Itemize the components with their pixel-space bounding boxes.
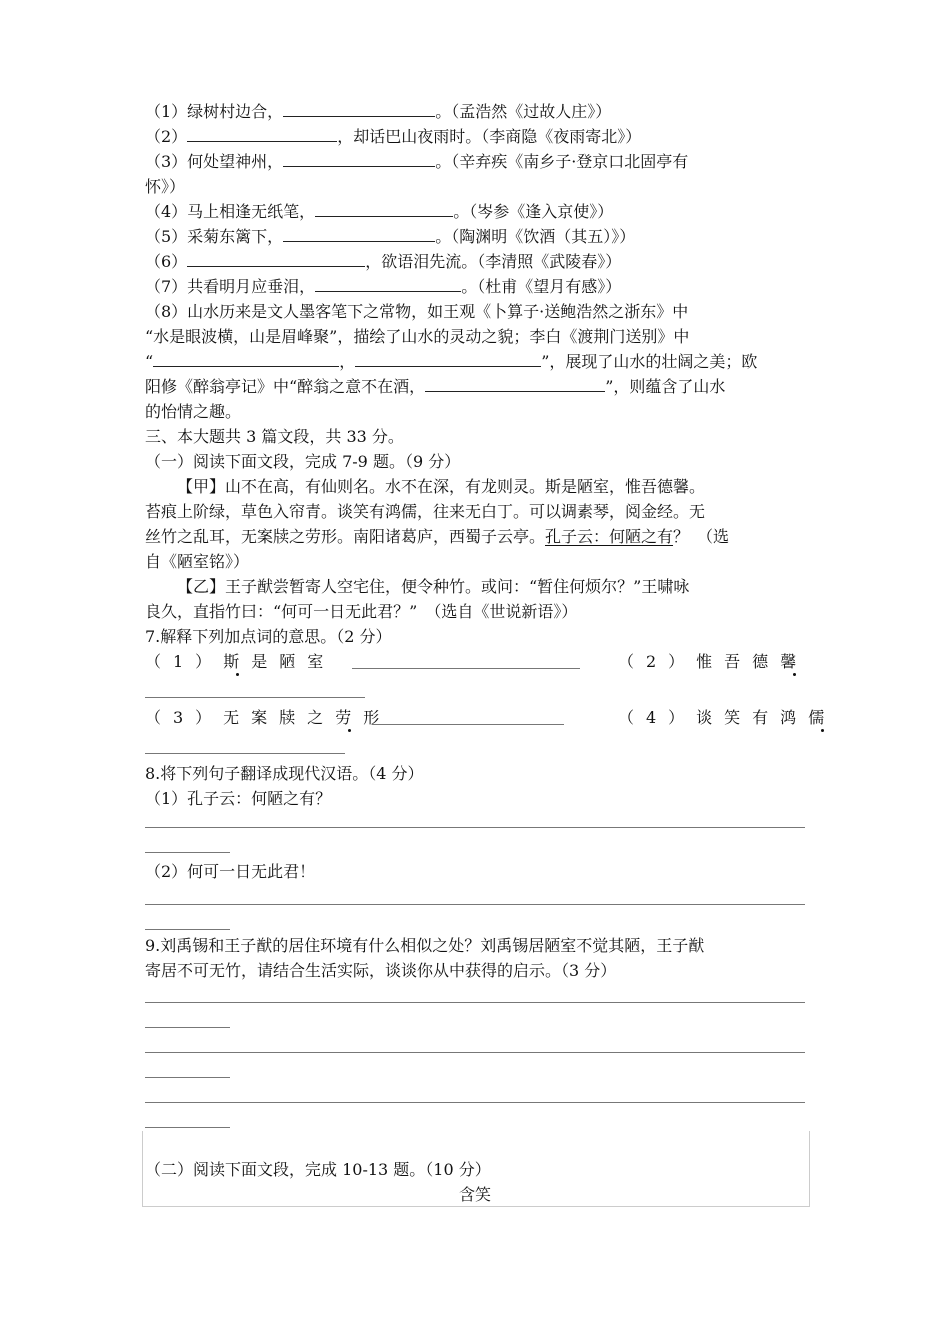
q8-title: 8.将下列句子翻译成现代汉语。（4 分） [145, 764, 424, 783]
part-2-title: （二）阅读下面文段，完成 10-13 题。（10 分） [145, 1160, 491, 1179]
q7-item-2: （2）惟吾德馨 [618, 652, 809, 671]
q8-sentence-1: （1）孔子云：何陋之有？ [145, 789, 332, 808]
answer-blank[interactable] [283, 152, 435, 167]
q7-item-3: （3）无案牍之劳形 [145, 708, 392, 727]
answer-blank[interactable] [187, 252, 365, 267]
q6-line-2: （2） ，却话巴山夜雨时。（李商隐《夜雨寄北》） [145, 127, 642, 146]
q6-line-6: （6） ，欲语泪先流。（李清照《武陵春》） [145, 252, 622, 271]
q7-title: 7.解释下列加点词的意思。（2 分） [145, 627, 392, 646]
q6-line-8-1: （8）山水历来是文人墨客笔下之常物，如王观《卜算子·送鲍浩然之浙东》中 [145, 302, 689, 321]
q6-line-8-2: “水是眼波横，山是眉峰聚”，描绘了山水的灵动之貌；李白《渡荆门送别》中 [145, 327, 690, 346]
q8-answer-line-2b[interactable] [145, 929, 230, 930]
underlined-sentence: 孔子云：何陋之有 [545, 527, 674, 546]
q6-line-8-5: 的怡情之趣。 [145, 402, 242, 421]
q6-line-1: （1）绿树村边合， 。（孟浩然《过故人庄》） [145, 102, 612, 121]
section-3-title: 三、本大题共 3 篇文段，共 33 分。 [145, 427, 404, 446]
passage-jia-line-1: 【甲】山不在高，有仙则名。水不在深，有龙则灵。斯是陋室，惟吾德馨。 [177, 477, 706, 496]
q9-line-1: 9.刘禹锡和王子猷的居住环境有什么相似之处？刘禹锡居陋室不觉其陋，王子猷 [145, 936, 705, 955]
passage-jia-line-3: 丝竹之乱耳，无案牍之劳形。南阳诸葛庐，西蜀子云亭。孔子云：何陋之有？ （选 [145, 527, 730, 546]
q7-answer-line-1[interactable] [352, 668, 580, 669]
q6-line-8-3: “ ， ”，展现了山水的壮阔之美；欧 [145, 352, 758, 371]
q9-answer-line-1[interactable] [145, 1002, 805, 1003]
q6-line-5: （5）采菊东篱下， 。（陶渊明《饮酒（其五）》） [145, 227, 636, 246]
answer-blank[interactable] [187, 127, 337, 142]
passage-yi-line-1: 【乙】王子猷尝暂寄人空宅住，便令种竹。或问：“暂住何烦尔？”王啸咏 [177, 577, 690, 596]
article-title: 含笑 [458, 1185, 491, 1204]
q7-answer-line-4[interactable] [145, 753, 345, 754]
q7-answer-line-3[interactable] [372, 724, 564, 725]
q6-line-3: （3）何处望神州， 。（辛弃疾《南乡子·登京口北固亭有 [145, 152, 689, 171]
answer-blank[interactable] [315, 202, 453, 217]
answer-blank[interactable] [153, 352, 339, 367]
answer-blank[interactable] [355, 352, 541, 367]
passage-yi-line-2: 良久，直指竹曰：“何可一日无此君？” （选自《世说新语》） [145, 602, 578, 621]
q9-answer-line-2b[interactable] [145, 1077, 230, 1078]
answer-blank[interactable] [315, 277, 461, 292]
answer-blank[interactable] [283, 102, 435, 117]
q8-answer-line-2[interactable] [145, 904, 805, 905]
q9-answer-line-3[interactable] [145, 1102, 805, 1103]
q6-line-8-4: 阳修《醉翁亭记》中“醉翁之意不在酒， ”，则蕴含了山水 [145, 377, 726, 396]
q7-answer-line-2[interactable] [145, 697, 365, 698]
answer-blank[interactable] [425, 377, 605, 392]
passage-jia-line-2: 苔痕上阶绿，草色入帘青。谈笑有鸿儒，往来无白丁。可以调素琴，阅金经。无 [145, 502, 706, 521]
q7-item-4: （4）谈笑有鸿儒 [618, 708, 837, 727]
q6-line-3-cont: 怀》） [145, 177, 186, 196]
passage-jia-line-4: 自《陋室铭》） [145, 552, 250, 571]
q8-answer-line-1[interactable] [145, 827, 805, 828]
q9-answer-line-1b[interactable] [145, 1027, 230, 1028]
q8-sentence-2: （2）何可一日无此君！ [145, 862, 316, 881]
answer-blank[interactable] [283, 227, 435, 242]
q9-answer-line-3b[interactable] [145, 1127, 230, 1128]
q8-answer-line-1b[interactable] [145, 852, 230, 853]
q9-answer-line-2[interactable] [145, 1052, 805, 1053]
q6-line-4: （4）马上相逢无纸笔， 。（岑参《逢入京使》） [145, 202, 614, 221]
q7-item-1: （1）斯是陋室 [145, 652, 336, 671]
q6-line-7: （7）共看明月应垂泪， 。（杜甫《望月有感》） [145, 277, 622, 296]
part-1-title: （一）阅读下面文段，完成 7-9 题。（9 分） [145, 452, 461, 471]
q9-line-2: 寄居不可无竹，请结合生活实际，谈谈你从中获得的启示。（3 分） [145, 961, 617, 980]
